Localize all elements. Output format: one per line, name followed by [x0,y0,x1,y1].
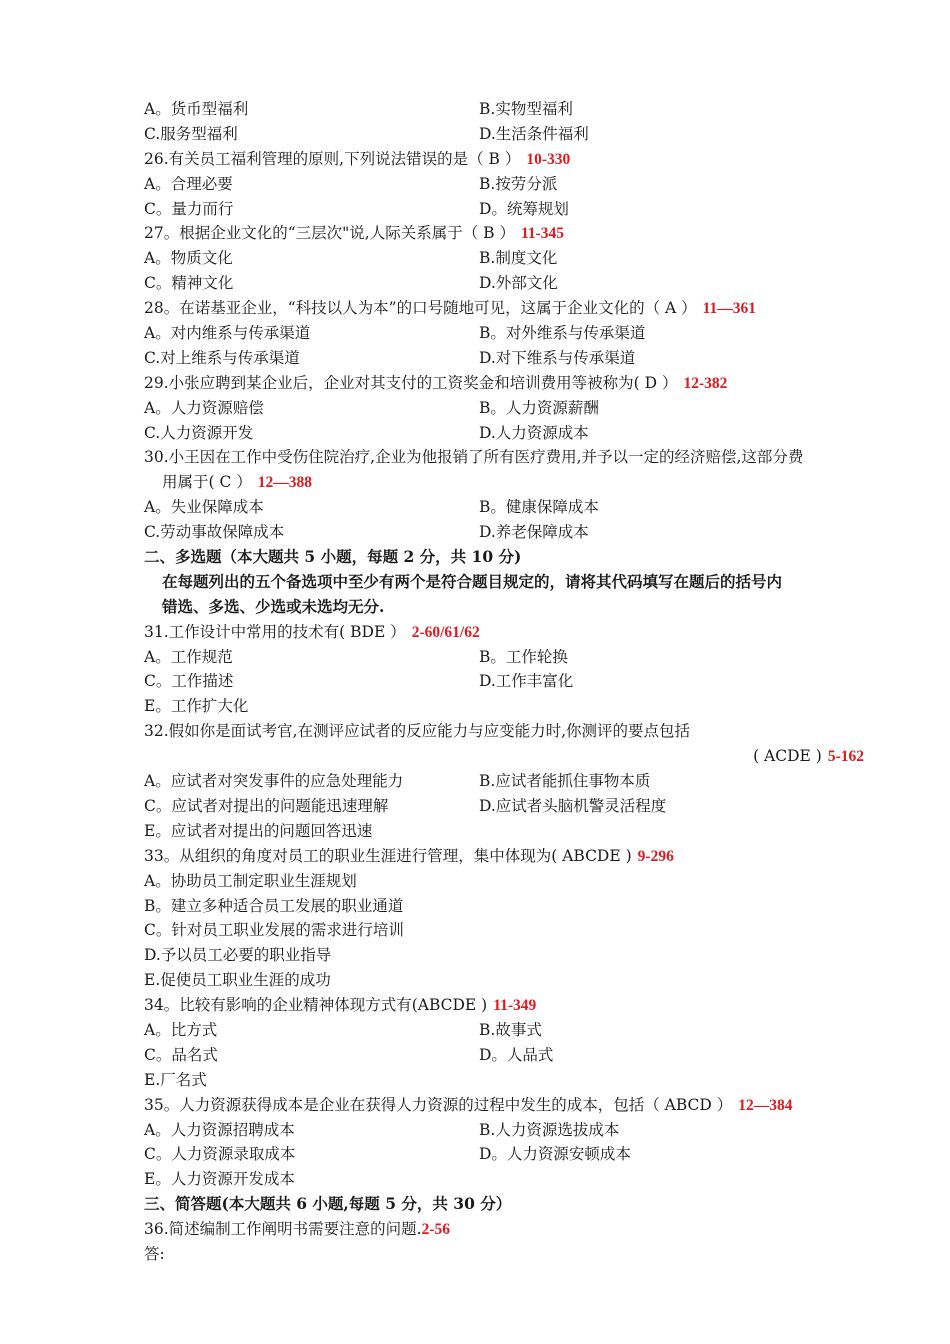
q30-options-cd [144,520,864,545]
question-text-continued: 用属于( C ） [162,473,252,492]
q28-options-cd [144,346,864,371]
question-text: 28。在诺基亚企业，“科技以人为本”的口号随地可见，这属于企业文化的（ A ） [144,299,697,318]
q32-options-cd [144,794,864,819]
section-2-instructions-continued: 错选、多选、少选或未选均无分. [162,596,385,616]
option-a: A。人力资源赔偿 [144,398,264,417]
page-reference: 10-330 [526,150,571,168]
exam-page [144,97,864,1267]
page-reference: 9-296 [637,847,674,865]
question-27 [144,221,864,246]
page-reference: 11—361 [702,300,757,318]
q31-options-ab [144,645,864,670]
q26-options-ab [144,172,864,197]
option-a: A。协助员工制定职业生涯规划 [144,871,357,890]
q29-options-ab [144,396,864,421]
option-c: C。人力资源录取成本 [144,1145,296,1164]
option-c: C.人力资源开发 [144,423,254,442]
section-3-heading: 三、简答题(本大题共 6 小题,每题 5 分，共 30 分） [144,1194,512,1214]
option-d: D.人力资源成本 [479,423,589,442]
option-d: D.工作丰富化 [479,672,574,691]
question-34 [144,993,864,1018]
option-b: B。人力资源薪酬 [479,398,599,417]
page-reference: 12—388 [257,474,313,492]
question-29 [144,371,864,396]
option-c: C。品名式 [144,1045,218,1064]
q34-options-cd [144,1043,864,1068]
q35-options-ab [144,1118,864,1143]
q25-options-ab [144,97,864,122]
question-32-answer [144,744,864,769]
q25-options-cd [144,122,864,147]
option-b: B。建立多种适合员工发展的职业通道 [144,896,404,915]
option-d: D.予以员工必要的职业指导 [144,946,332,965]
section-2-heading: 二、多选题（本大题共 5 小题，每题 2 分，共 10 分) [144,547,522,567]
option-d: D。统筹规划 [479,199,569,218]
question-32 [144,719,864,744]
option-a: A。货币型福利 [144,100,249,118]
page-reference: 11-345 [520,225,565,243]
option-d: D.对下维系与传承渠道 [479,348,636,367]
question-text: 31.工作设计中常用的技术有( BDE ） [144,622,406,641]
option-a: A。合理必要 [144,174,233,193]
option-b: B。健康保障成本 [479,498,599,517]
option-e: E。应试者对提出的问题回答迅速 [144,821,373,840]
option-e: E。人力资源开发成本 [144,1170,295,1189]
answer-label: 答: [144,1244,165,1263]
option-e: E。工作扩大化 [144,697,249,716]
page-reference: 12—384 [738,1096,793,1114]
page-reference: 12-382 [683,374,728,392]
section-2-instructions: 在每题列出的五个备选项中至少有两个是符合题目规定的，请将其代码填写在题后的括号内 [162,571,783,591]
option-a: A。比方式 [144,1020,218,1039]
option-a: A。人力资源招聘成本 [144,1120,295,1139]
option-e: E.厂名式 [144,1070,207,1089]
option-a: A。对内维系与传承渠道 [144,324,311,343]
question-36 [144,1217,864,1242]
option-d: D.生活条件福利 [479,124,589,143]
option-b: B.实物型福利 [479,100,573,118]
question-30-continued [144,470,864,495]
answer: ( ACDE ) [753,747,822,766]
q30-options-ab [144,495,864,520]
option-c: C。量力而行 [144,199,234,218]
option-c: C。工作描述 [144,672,234,691]
option-c: C.对上维系与传承渠道 [144,348,300,367]
option-c: C。应试者对提出的问题能迅速理解 [144,796,389,815]
q35-options-cd [144,1142,864,1167]
option-a: A。工作规范 [144,647,233,666]
question-33 [144,844,864,869]
question-text: 33。从组织的角度对员工的职业生涯进行管理，集中体现为( ABCDE ) [144,846,632,865]
option-b: B.应试者能抓住事物本质 [479,772,651,791]
question-26 [144,147,864,172]
question-text: 36.简述编制工作阐明书需要注意的问题. [144,1220,422,1239]
page-reference: 2-60/61/62 [411,623,480,641]
question-text: 26.有关员工福利管理的原则,下列说法错误的是（ B ） [144,149,521,168]
option-b: B.故事式 [479,1020,542,1039]
option-c: C.劳动事故保障成本 [144,523,285,542]
q27-options-cd [144,271,864,296]
option-d: D。人力资源安顿成本 [479,1145,631,1164]
q29-options-cd [144,421,864,446]
option-b: B.制度文化 [479,249,558,268]
option-b: B.人力资源选拔成本 [479,1120,620,1139]
page-reference: 11-349 [493,997,537,1015]
q32-options-ab [144,769,864,794]
q28-options-ab [144,321,864,346]
page-reference: 5-162 [827,748,864,766]
option-a: A。失业保障成本 [144,498,264,517]
option-c: C.服务型福利 [144,124,238,143]
q26-options-cd [144,197,864,222]
question-text: 29.小张应聘到某企业后，企业对其支付的工资奖金和培训费用等被称为( D ） [144,373,678,392]
option-b: B.按劳分派 [479,174,558,193]
option-d: D。人品式 [479,1045,554,1064]
question-text: 35。人力资源获得成本是企业在获得人力资源的过程中发生的成本，包括（ ABCD ） [144,1095,733,1114]
q31-options-cd [144,669,864,694]
question-text: 32.假如你是面试考官,在测评应试者的反应能力与应变能力时,你测评的要点包括 [144,722,691,741]
question-28 [144,296,864,321]
option-b: B。对外维系与传承渠道 [479,324,646,343]
option-e: E.促使员工职业生涯的成功 [144,971,331,990]
question-31 [144,620,864,645]
question-text: 34。比较有影响的企业精神体现方式有(ABCDE ) [144,996,488,1015]
option-a: A。应试者对突发事件的应急处理能力 [144,772,404,791]
option-d: D.外部文化 [479,274,558,293]
question-text: 30.小王因在工作中受伤住院治疗,企业为他报销了所有医疗费用,并予以一定的经济赔偿,这部分费 [144,448,804,467]
question-35 [144,1093,864,1118]
q27-options-ab [144,246,864,271]
option-d: D.养老保障成本 [479,523,589,542]
option-b: B。工作轮换 [479,647,568,666]
option-c: C。精神文化 [144,274,234,293]
question-text: 27。根据企业文化的“三层次"说,人际关系属于（ B ） [144,224,515,243]
option-c: C。针对员工职业发展的需求进行培训 [144,921,404,940]
option-d: D.应试者头脑机警灵活程度 [479,796,667,815]
option-a: A。物质文化 [144,249,233,268]
q34-options-ab [144,1018,864,1043]
question-30 [144,445,864,470]
page-reference: 2-56 [421,1221,451,1239]
